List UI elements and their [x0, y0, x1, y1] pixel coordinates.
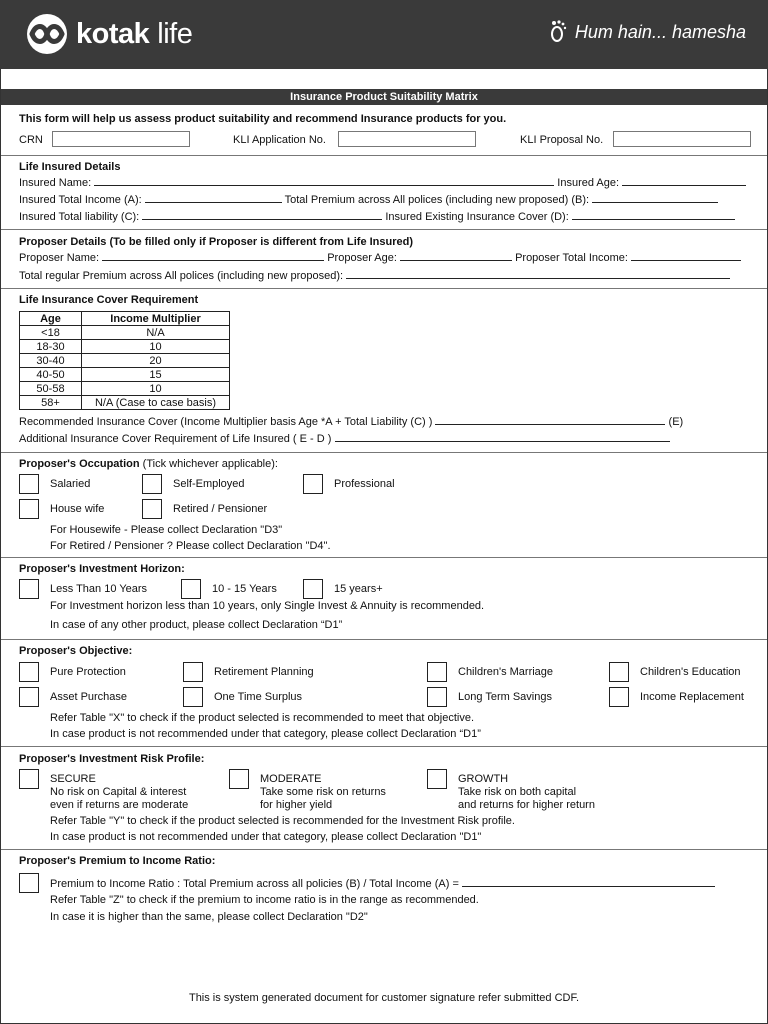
existing-cover-field[interactable]: [572, 210, 735, 220]
table-cell: 50-58: [20, 382, 82, 396]
divider: [1, 746, 767, 747]
tagline: [549, 20, 746, 44]
income-replacement-label: Income Replacement: [640, 691, 744, 703]
income-multiplier-table: [19, 311, 230, 410]
table-header: Age: [20, 312, 82, 326]
table-cell: 15: [82, 368, 230, 382]
divider: [1, 229, 767, 230]
one-time-surplus-label: One Time Surplus: [214, 691, 303, 703]
childrens-marriage-checkbox[interactable]: [427, 662, 447, 682]
professional-checkbox[interactable]: [303, 474, 323, 494]
occupation-heading-row: [19, 458, 278, 470]
objective-note-2: In case product is not recommended under that category, please collect Declaration “D1”: [50, 728, 481, 740]
horizon-note-1: For Investment horizon less than 10 years, only Single Invest & Annuity is recommended.: [50, 600, 485, 612]
divider: [1, 452, 767, 453]
cover-heading: Life Insurance Cover Requirement: [19, 294, 199, 306]
form-title: Insurance Product Suitability Matrix: [1, 89, 767, 105]
crn-label: CRN: [19, 134, 43, 146]
total-premium-field[interactable]: [592, 193, 718, 203]
objective-note-1: Refer Table "X" to check if the product selected is recommended to meet that objective.: [50, 712, 474, 724]
insured-age-field[interactable]: [622, 176, 746, 186]
table-cell: 10: [82, 340, 230, 354]
risk-moderate-checkbox[interactable]: [229, 769, 249, 789]
professional-label: Professional: [334, 478, 395, 490]
occupation-note-2: For Retired / Pensioner ? Please collect Declaration "D4".: [50, 540, 331, 552]
self-employed-checkbox[interactable]: [142, 474, 162, 494]
proposer-name-field[interactable]: [102, 251, 324, 261]
kli-application-label: KLI Application No.: [233, 134, 326, 146]
life-insured-heading: Life Insured Details: [19, 161, 121, 173]
retired-checkbox[interactable]: [142, 499, 162, 519]
salaried-checkbox[interactable]: [19, 474, 39, 494]
logo-text: kotak: [76, 17, 150, 50]
long-term-savings-label: Long Term Savings: [458, 691, 552, 703]
risk-secure-desc-2: even if returns are moderate: [50, 799, 189, 811]
horizon-lt10-checkbox[interactable]: [19, 579, 39, 599]
table-cell: N/A (Case to case basis): [82, 396, 230, 410]
premium-ratio-heading: Proposer's Premium to Income Ratio:: [19, 855, 216, 867]
proposer-age-label: Proposer Age:: [327, 252, 397, 264]
horizon-lt10-label: Less Than 10 Years: [50, 583, 148, 595]
premium-ratio-checkbox[interactable]: [19, 873, 39, 893]
table-cell: 40-50: [20, 368, 82, 382]
table-cell: 58+: [20, 396, 82, 410]
divider: [1, 288, 767, 289]
proposer-age-field[interactable]: [400, 251, 512, 261]
horizon-15plus-checkbox[interactable]: [303, 579, 323, 599]
additional-cover-field[interactable]: [335, 432, 670, 442]
retirement-planning-label: Retirement Planning: [214, 666, 314, 678]
form-intro: This form will help us assess product suitability and recommend Insurance products for you.: [19, 113, 507, 125]
childrens-education-checkbox[interactable]: [609, 662, 629, 682]
logo-text-light: life: [157, 17, 193, 50]
childrens-marriage-label: Children's Marriage: [458, 666, 554, 678]
proposer-income-field[interactable]: [631, 251, 741, 261]
horizon-15plus-label: 15 years+: [334, 583, 383, 595]
occupation-heading: Proposer's Occupation: [19, 458, 140, 470]
additional-cover-row: [19, 432, 670, 445]
crn-field[interactable]: [52, 131, 190, 147]
pure-protection-checkbox[interactable]: [19, 662, 39, 682]
table-cell: 10: [82, 382, 230, 396]
risk-moderate-title: MODERATE: [260, 773, 322, 785]
divider: [1, 155, 767, 156]
premium-ratio-field[interactable]: [462, 877, 715, 887]
risk-growth-desc-2: and returns for higher return: [458, 799, 595, 811]
tagline-text: Hum hain... hamesha: [574, 21, 746, 42]
horizon-heading: Proposer's Investment Horizon:: [19, 563, 185, 575]
table-cell: N/A: [82, 326, 230, 340]
premium-ratio-row: [50, 877, 715, 890]
regular-premium-row: [19, 269, 730, 282]
premium-ratio-note-1: Refer Table "Z" to check if the premium to income ratio is in the range as recommended.: [50, 894, 479, 906]
risk-heading: Proposer's Investment Risk Profile:: [19, 753, 205, 765]
risk-secure-title: SECURE: [50, 773, 96, 785]
asset-purchase-label: Asset Purchase: [50, 691, 128, 703]
insured-income-label: Insured Total Income (A):: [19, 194, 142, 206]
risk-moderate-desc-2: for higher yield: [260, 799, 333, 811]
objective-heading: Proposer's Objective:: [19, 645, 133, 657]
retired-label: Retired / Pensioner: [173, 503, 268, 515]
asset-purchase-checkbox[interactable]: [19, 687, 39, 707]
additional-cover-label: Additional Insurance Cover Requirement of Life Insured ( E - D ): [19, 433, 332, 445]
risk-growth-checkbox[interactable]: [427, 769, 447, 789]
risk-secure-option: [50, 773, 188, 812]
premium-ratio-formula: Premium to Income Ratio : Total Premium across all policies (B) / Total Income (A) =: [50, 878, 459, 890]
insured-income-row: [19, 193, 718, 206]
insured-name-field[interactable]: [94, 176, 554, 186]
risk-growth-option: [458, 773, 595, 812]
footprint-icon: [549, 20, 569, 44]
risk-growth-desc-1: Take risk on both capital: [458, 786, 577, 798]
housewife-checkbox[interactable]: [19, 499, 39, 519]
kli-proposal-label: KLI Proposal No.: [520, 134, 604, 146]
proposer-heading: Proposer Details (To be filled only if Proposer is different from Life Insured): [19, 236, 414, 248]
horizon-note-2: In case of any other product, please collect Declaration “D1”: [50, 619, 343, 631]
recommended-cover-suffix: (E): [668, 416, 684, 428]
table-cell: 18-30: [20, 340, 82, 354]
one-time-surplus-checkbox[interactable]: [183, 687, 203, 707]
proposer-name-row: [19, 251, 741, 264]
divider: [1, 557, 767, 558]
table-row: [20, 326, 230, 340]
kli-proposal-field[interactable]: [613, 131, 751, 147]
table-row: [20, 354, 230, 368]
recommended-cover-field[interactable]: [435, 415, 665, 425]
insured-liability-row: [19, 210, 735, 223]
risk-growth-title: GROWTH: [458, 773, 509, 785]
salaried-label: Salaried: [50, 478, 91, 490]
risk-secure-checkbox[interactable]: [19, 769, 39, 789]
long-term-savings-checkbox[interactable]: [427, 687, 447, 707]
housewife-label: House wife: [50, 503, 105, 515]
risk-moderate-option: [260, 773, 386, 812]
recommended-cover-label: Recommended Insurance Cover (Income Multiplier basis Age *A + Total Liability (C) ): [19, 416, 433, 428]
insured-liability-field[interactable]: [142, 210, 382, 220]
form-page: [0, 69, 768, 1024]
income-replacement-checkbox[interactable]: [609, 687, 629, 707]
table-row: [20, 340, 230, 354]
premium-ratio-note-2: In case it is higher than the same, please collect Declaration "D2": [50, 911, 368, 923]
table-header: Income Multiplier: [82, 312, 230, 326]
risk-note-2: In case product is not recommended under that category, please collect Declaration "D1": [50, 831, 482, 843]
retirement-planning-checkbox[interactable]: [183, 662, 203, 682]
horizon-10-15-checkbox[interactable]: [181, 579, 201, 599]
insured-name-label: Insured Name:: [19, 177, 92, 189]
occupation-note-1: For Housewife - Please collect Declaration "D3": [50, 524, 283, 536]
table-cell: <18: [20, 326, 82, 340]
table-cell: 20: [82, 354, 230, 368]
insured-liability-label: Insured Total liability (C):: [19, 211, 140, 223]
self-employed-label: Self-Employed: [173, 478, 245, 490]
table-row: [20, 368, 230, 382]
total-premium-label: Total Premium across All polices (including new proposed) (B):: [284, 194, 590, 206]
risk-note-1: Refer Table "Y" to check if the product selected is recommended for the Investment Risk profile.: [50, 815, 515, 827]
existing-cover-label: Insured Existing Insurance Cover (D):: [385, 211, 569, 223]
occupation-heading-note: (Tick whichever applicable):: [142, 458, 278, 470]
proposer-income-label: Proposer Total Income:: [515, 252, 628, 264]
risk-secure-desc-1: No risk on Capital & interest: [50, 786, 187, 798]
pure-protection-label: Pure Protection: [50, 666, 126, 678]
recommended-cover-row: [19, 415, 683, 428]
kotak-infinity-icon: [22, 13, 72, 55]
regular-premium-field[interactable]: [346, 269, 730, 279]
insured-income-field[interactable]: [145, 193, 282, 203]
footer-note: This is system generated document for customer signature refer submitted CDF.: [188, 992, 580, 1004]
kli-application-field[interactable]: [338, 131, 476, 147]
divider: [1, 639, 767, 640]
table-cell: 30-40: [20, 354, 82, 368]
childrens-education-label: Children's Education: [640, 666, 741, 678]
page-header: [0, 0, 768, 69]
kotak-life-logo: [22, 13, 192, 55]
risk-moderate-desc-1: Take some risk on returns: [260, 786, 386, 798]
horizon-10-15-label: 10 - 15 Years: [212, 583, 277, 595]
table-row: [20, 382, 230, 396]
proposer-name-label: Proposer Name:: [19, 252, 100, 264]
regular-premium-label: Total regular Premium across All polices (including new proposed):: [19, 270, 344, 282]
insured-age-label: Insured Age:: [557, 177, 620, 189]
insured-name-row: [19, 176, 746, 189]
table-row: [20, 396, 230, 410]
divider: [1, 849, 767, 850]
